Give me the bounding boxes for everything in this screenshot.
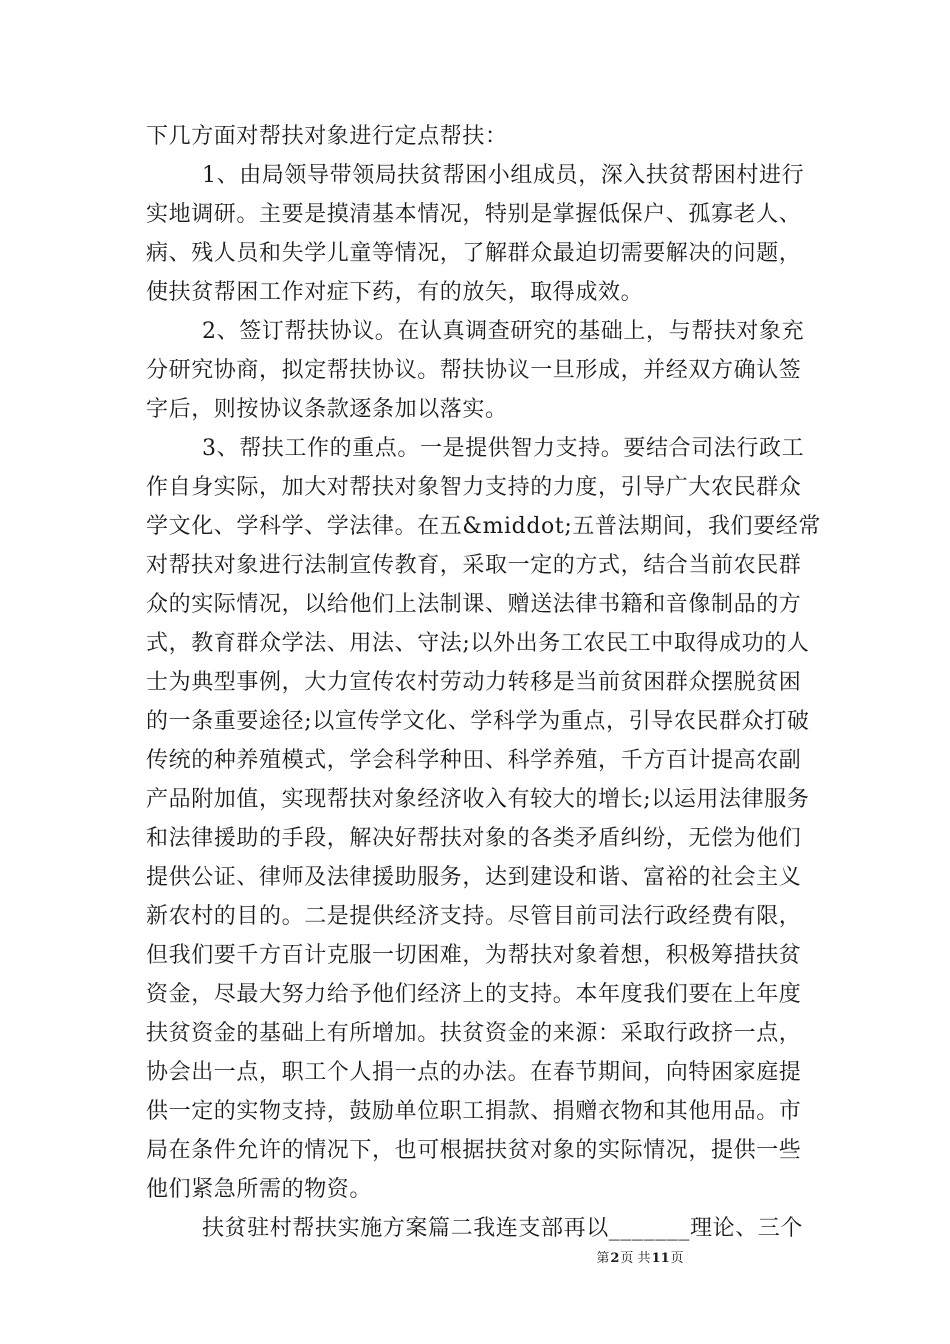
text-line: 士为典型事例，大力宣传农村劳动力转移是当前贫困群众摆脱贫困 [146,670,802,695]
footer-total-pages: 11 [651,1251,670,1266]
text-line: 协会出一点，职工个人捐一点的办法。在春节期间，向特困家庭提 [146,1060,802,1085]
text-line: 1、由局领导带领局扶贫帮困小组成员，深入扶贫帮困村进行 [202,163,805,188]
text-line: 提供公证、律师及法律援助服务，达到建设和谐、富裕的社会主义 [146,865,802,890]
text-line: 实地调研。主要是摸清基本情况，特别是掌握低保户、孤寡老人、 [146,202,802,227]
document-body [146,117,821,1248]
text-line: 对帮扶对象进行法制宣传教育，采取一定的方式，结合当前农民群 [146,553,802,578]
text-line: 字后，则按协议条款逐条加以落实。 [146,397,508,422]
text-line: 局在条件允许的情况下，也可根据扶贫对象的实际情况，提供一些 [146,1138,802,1163]
text-line: 扶贫驻村帮扶实施方案篇二我连支部再以_______理论、三个 [202,1216,804,1241]
text-line: 资金，尽最大努力给予他们经济上的支持。本年度我们要在上年度 [146,982,802,1007]
footer-current-page: 2 [610,1251,620,1266]
text-line: 传统的种养殖模式，学会科学种田、科学养殖，千方百计提高农副 [146,748,802,773]
text-line: 学文化、学科学、学法律。在五&middot;五普法期间，我们要经常 [146,514,821,539]
text-line: 3、帮扶工作的重点。一是提供智力支持。要结合司法行政工 [202,436,805,461]
footer-middle: 页 共 [620,1251,651,1266]
text-line: 分研究协商，拟定帮扶协议。帮扶协议一旦形成，并经双方确认签 [146,358,802,383]
page-footer [0,1247,950,1266]
text-line: 下几方面对帮扶对象进行定点帮扶： [146,124,508,149]
text-line: 式，教育群众学法、用法、守法;以外出务工农民工中取得成功的人 [146,631,810,656]
footer-prefix: 第 [596,1251,610,1266]
text-line: 他们紧急所需的物资。 [146,1177,373,1202]
text-line: 使扶贫帮困工作对症下药，有的放矢，取得成效。 [146,280,644,305]
text-line: 2、签订帮扶协议。在认真调查研究的基础上，与帮扶对象充 [202,319,805,344]
text-line: 的一条重要途径;以宣传学文化、学科学为重点，引导农民群众打破 [146,709,810,734]
text-line: 供一定的实物支持，鼓励单位职工捐款、捐赠衣物和其他用品。市 [146,1099,802,1124]
text-line: 新农村的目的。二是提供经济支持。尽管目前司法行政经费有限， [146,904,802,929]
text-line: 作自身实际，加大对帮扶对象智力支持的力度，引导广大农民群众 [146,475,802,500]
text-line: 众的实际情况，以给他们上法制课、赠送法律书籍和音像制品的方 [146,592,802,617]
text-line: 扶贫资金的基础上有所增加。扶贫资金的来源：采取行政挤一点， [146,1021,802,1046]
text-line: 但我们要千方百计克服一切困难，为帮扶对象着想，积极筹措扶贫 [146,943,802,968]
text-line: 产品附加值，实现帮扶对象经济收入有较大的增长;以运用法律服务 [146,787,810,812]
text-line: 病、残人员和失学儿童等情况，了解群众最迫切需要解决的问题， [146,241,802,266]
text-line: 和法律援助的手段，解决好帮扶对象的各类矛盾纠纷，无偿为他们 [146,826,802,851]
footer-suffix: 页 [670,1251,684,1266]
